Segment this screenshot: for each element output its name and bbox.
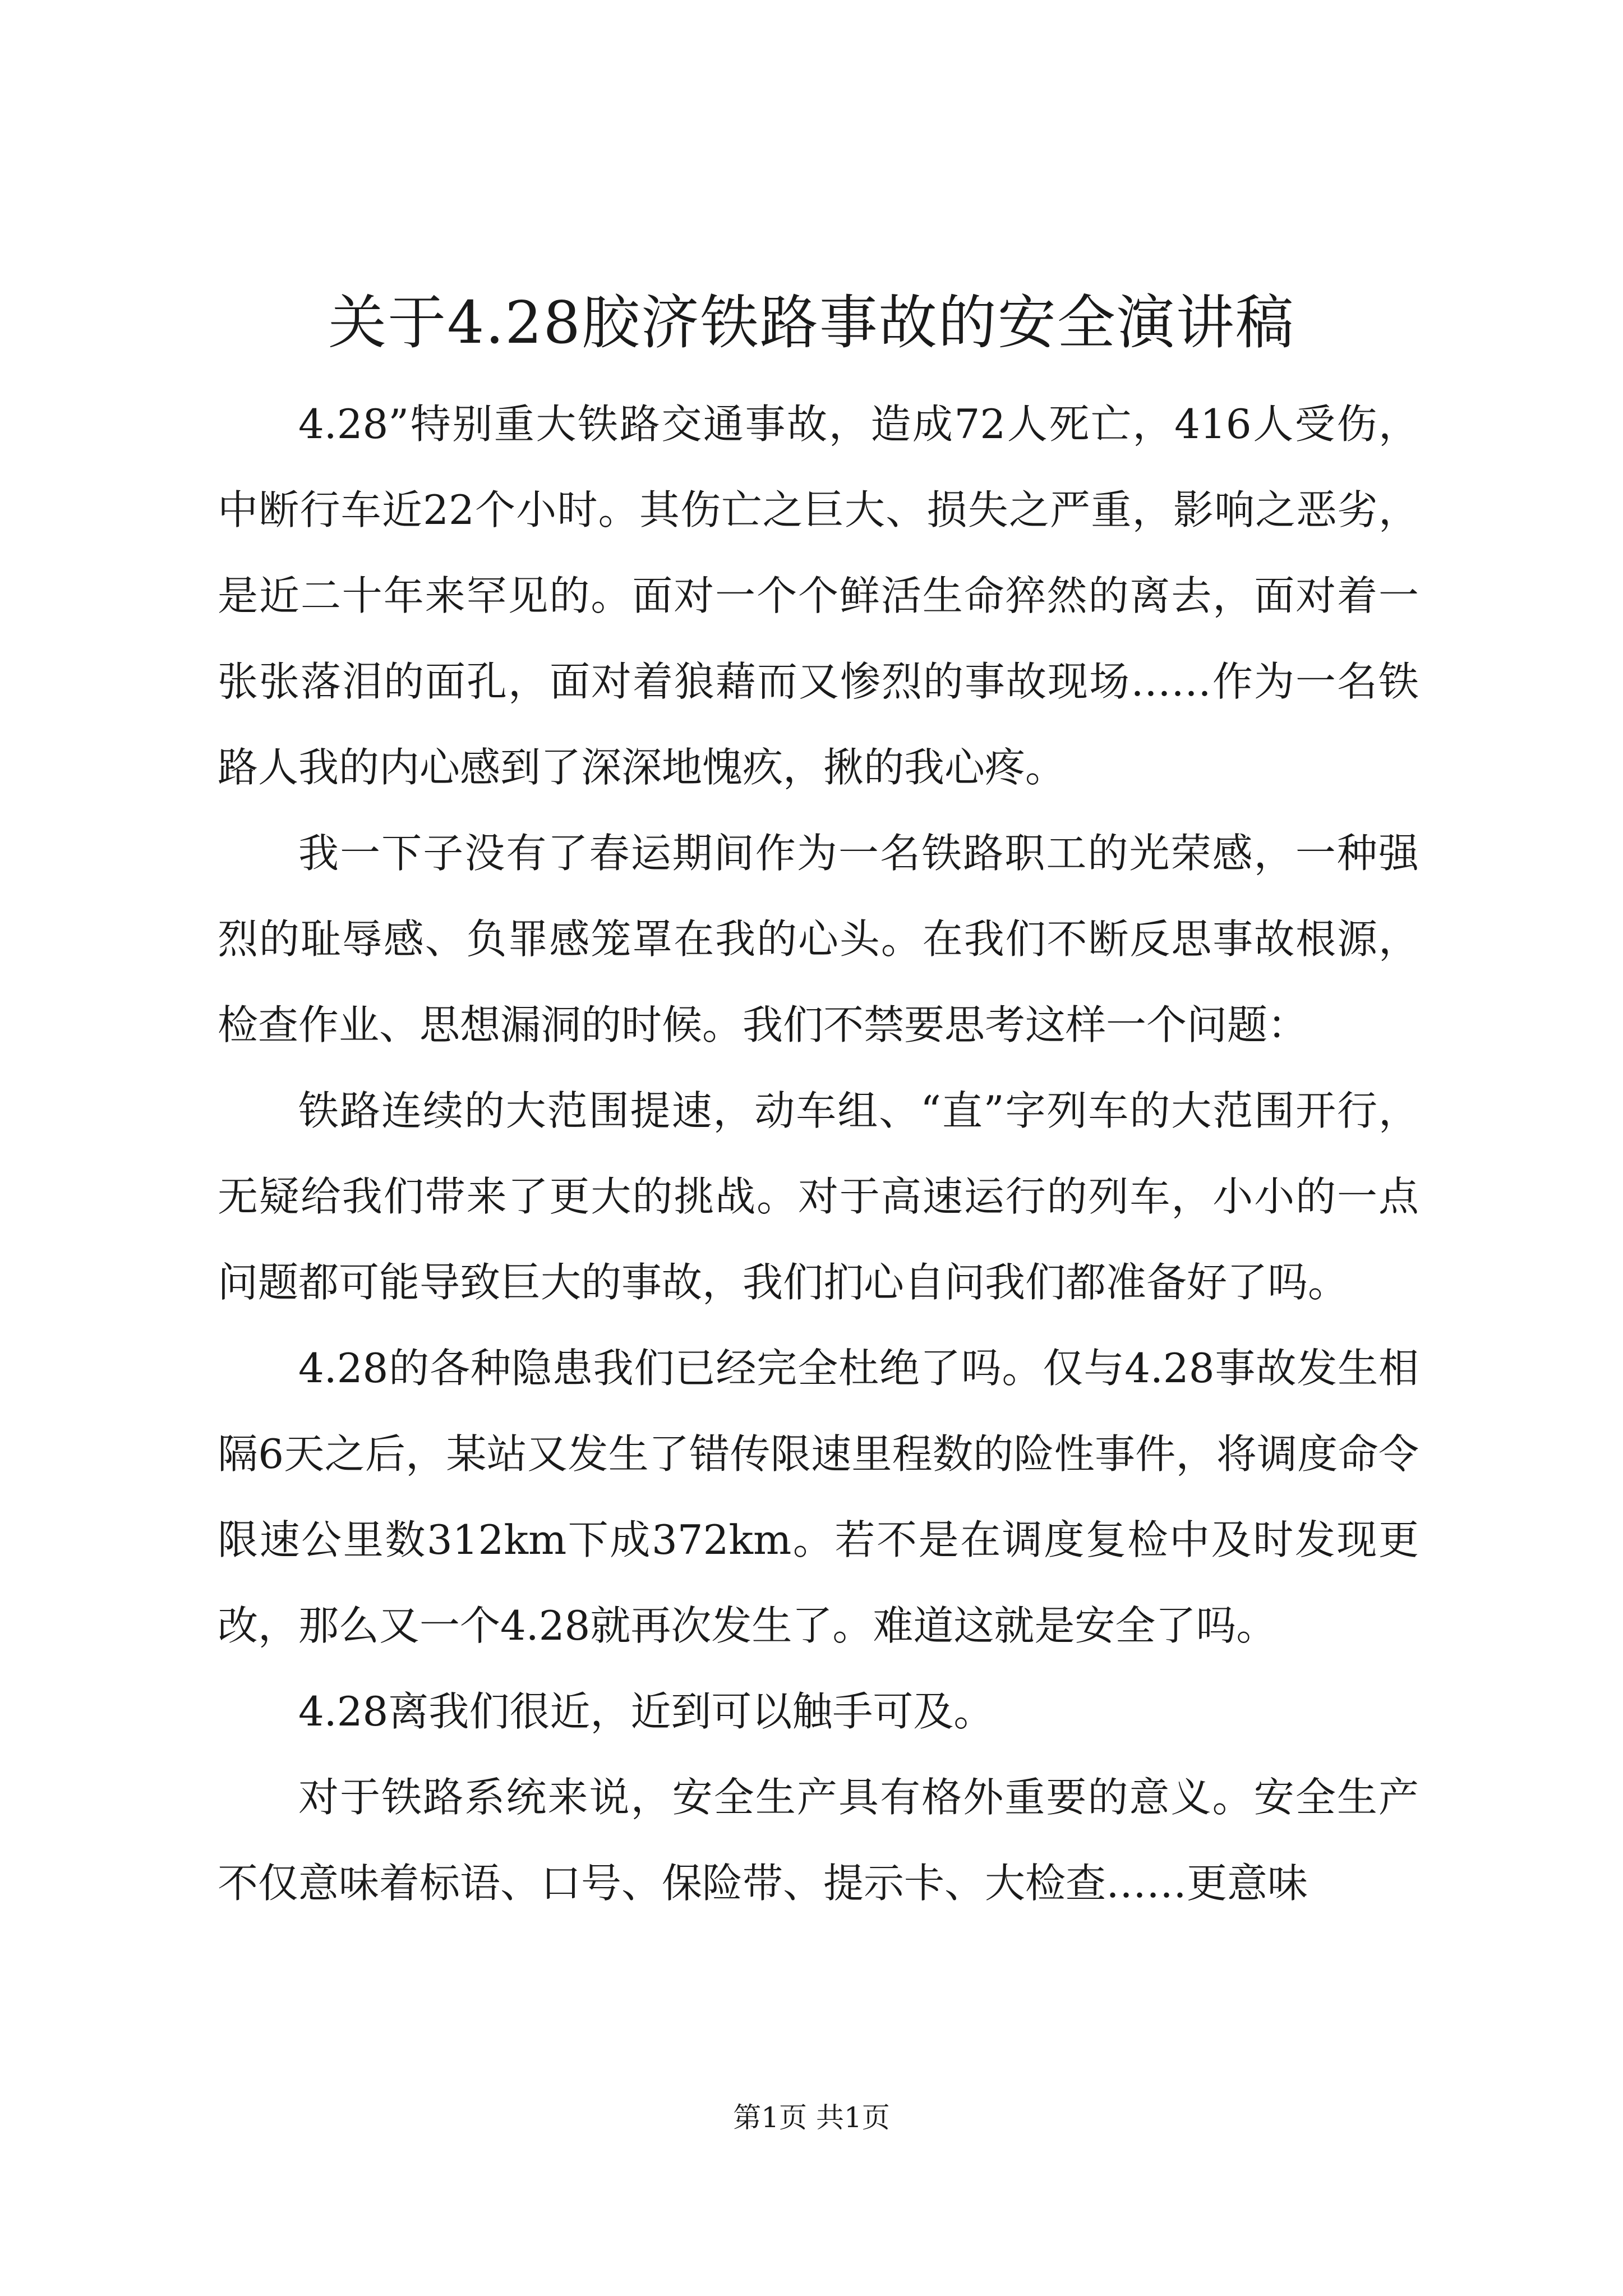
document-title: 关于4.28胶济铁路事故的安全演讲稿 <box>328 288 1295 357</box>
document-body <box>218 381 1419 1926</box>
paragraph-3: 铁路连续的大范围提速，动车组、“直”字列车的大范围开行，无疑给我们带来了更大的挑战。对于高速运行的列车，小小的一点问题都可能导致巨大的事故，我们扪心自问我们都准备好了吗。 <box>218 1087 1419 1306</box>
paragraph-6: 对于铁路系统来说，安全生产具有格外重要的意义。安全生产不仅意味着标语、口号、保险带、提示卡、大检查……更意味 <box>218 1774 1419 1907</box>
paragraph-5: 4.28离我们很近，近到可以触手可及。 <box>298 1688 994 1735</box>
paragraph-2: 我一下子没有了春运期间作为一名铁路职工的光荣感，一种强烈的耻辱感、负罪感笼罩在我的心头。在我们不断反思事故根源，检查作业、思想漏洞的时候。我们不禁要思考这样一个问题： <box>218 830 1419 1048</box>
paragraph-1: 4.28”特别重大铁路交通事故，造成72人死亡，416人受伤，中断行车近22个小时。其伤亡之巨大、损失之严重，影响之恶劣，是近二十年来罕见的。面对一个个鲜活生命猝然的离去，面对着一张张落泪的面孔，面对着狼藉而又惨烈的事故现场……作为一名铁路人我的内心感到了深深地愧疚，揪的我心疼。 <box>218 401 1419 791</box>
page-footer: 第1页 共1页 <box>733 2101 890 2134</box>
paragraph-4: 4.28的各种隐患我们已经完全杜绝了吗。仅与4.28事故发生相隔6天之后，某站又发生了错传限速里程数的险性事件，将调度命令限速公里数312km下成372km。若不是在调度复检中及时发现更改，那么又一个4.28就再次发生了。难道这就是安全了吗。 <box>218 1345 1419 1649</box>
